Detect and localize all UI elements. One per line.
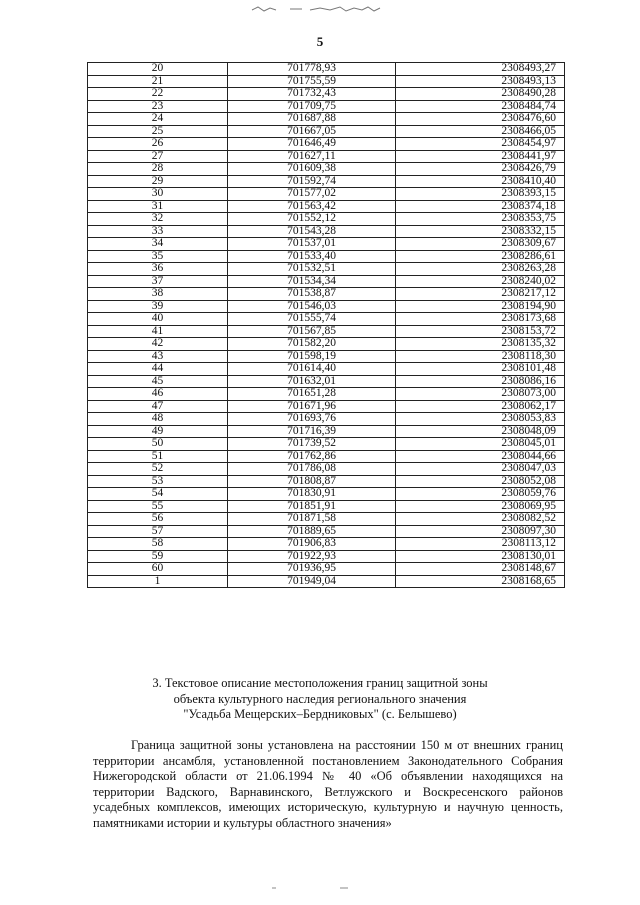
y-coordinate-cell: 2308286,61 xyxy=(396,250,565,263)
x-coordinate-cell: 701567,85 xyxy=(228,325,396,338)
point-number-cell: 60 xyxy=(88,563,228,576)
y-coordinate-cell: 2308410,40 xyxy=(396,175,565,188)
x-coordinate-cell: 701786,08 xyxy=(228,463,396,476)
table-row xyxy=(88,63,565,76)
x-coordinate-cell: 701532,51 xyxy=(228,263,396,276)
scan-artifact-top xyxy=(250,4,390,14)
point-number-cell: 41 xyxy=(88,325,228,338)
point-number-cell: 34 xyxy=(88,238,228,251)
table-row xyxy=(88,100,565,113)
point-number-cell: 37 xyxy=(88,275,228,288)
x-coordinate-cell: 701808,87 xyxy=(228,475,396,488)
x-coordinate-cell: 701534,34 xyxy=(228,275,396,288)
table-row xyxy=(88,188,565,201)
x-coordinate-cell: 701922,93 xyxy=(228,550,396,563)
body-paragraph: Граница защитной зоны установлена на расстоянии 150 м от внешних границ территории ансамбля, установленной постановлением Законодательного Собрания Нижегородской области от 21.06.1994 № 40 «Об объявлении находящихся на территории Вадского, Варнавинского, Ветлужского и Воскресенского районов усадебных комплексов, имеющих историческую, культурную и научную ценность, памятниками истории и культуры областного значения» xyxy=(93,738,563,830)
table-row xyxy=(88,350,565,363)
x-coordinate-cell: 701871,58 xyxy=(228,513,396,526)
x-coordinate-cell: 701543,28 xyxy=(228,225,396,238)
y-coordinate-cell: 2308194,90 xyxy=(396,300,565,313)
table-row xyxy=(88,363,565,376)
y-coordinate-cell: 2308086,16 xyxy=(396,375,565,388)
point-number-cell: 22 xyxy=(88,88,228,101)
table-row xyxy=(88,263,565,276)
table-row xyxy=(88,575,565,588)
point-number-cell: 45 xyxy=(88,375,228,388)
point-number-cell: 30 xyxy=(88,188,228,201)
x-coordinate-cell: 701614,40 xyxy=(228,363,396,376)
y-coordinate-cell: 2308101,48 xyxy=(396,363,565,376)
y-coordinate-cell: 2308053,83 xyxy=(396,413,565,426)
table-row xyxy=(88,475,565,488)
table-row xyxy=(88,425,565,438)
point-number-cell: 59 xyxy=(88,550,228,563)
point-number-cell: 57 xyxy=(88,525,228,538)
x-coordinate-cell: 701667,05 xyxy=(228,125,396,138)
table-row xyxy=(88,163,565,176)
x-coordinate-cell: 701851,91 xyxy=(228,500,396,513)
point-number-cell: 35 xyxy=(88,250,228,263)
table-row xyxy=(88,313,565,326)
y-coordinate-cell: 2308490,28 xyxy=(396,88,565,101)
table-row xyxy=(88,388,565,401)
y-coordinate-cell: 2308059,76 xyxy=(396,488,565,501)
y-coordinate-cell: 2308148,67 xyxy=(396,563,565,576)
section-heading-line: 3. Текстовое описание местоположения границ защитной зоны xyxy=(152,676,488,690)
scan-artifact-bottom xyxy=(270,885,360,891)
y-coordinate-cell: 2308441,97 xyxy=(396,150,565,163)
y-coordinate-cell: 2308052,08 xyxy=(396,475,565,488)
point-number-cell: 53 xyxy=(88,475,228,488)
x-coordinate-cell: 701732,43 xyxy=(228,88,396,101)
table-row xyxy=(88,550,565,563)
point-number-cell: 46 xyxy=(88,388,228,401)
section-heading xyxy=(100,676,540,723)
y-coordinate-cell: 2308493,13 xyxy=(396,75,565,88)
table-row xyxy=(88,275,565,288)
point-number-cell: 23 xyxy=(88,100,228,113)
point-number-cell: 24 xyxy=(88,113,228,126)
table-row xyxy=(88,88,565,101)
x-coordinate-cell: 701538,87 xyxy=(228,288,396,301)
x-coordinate-cell: 701609,38 xyxy=(228,163,396,176)
point-number-cell: 47 xyxy=(88,400,228,413)
point-number-cell: 49 xyxy=(88,425,228,438)
x-coordinate-cell: 701830,91 xyxy=(228,488,396,501)
x-coordinate-cell: 701755,59 xyxy=(228,75,396,88)
coordinates-table xyxy=(87,62,565,588)
point-number-cell: 48 xyxy=(88,413,228,426)
y-coordinate-cell: 2308113,12 xyxy=(396,538,565,551)
table-row xyxy=(88,150,565,163)
x-coordinate-cell: 701533,40 xyxy=(228,250,396,263)
y-coordinate-cell: 2308153,72 xyxy=(396,325,565,338)
x-coordinate-cell: 701552,12 xyxy=(228,213,396,226)
x-coordinate-cell: 701739,52 xyxy=(228,438,396,451)
point-number-cell: 32 xyxy=(88,213,228,226)
point-number-cell: 54 xyxy=(88,488,228,501)
x-coordinate-cell: 701949,04 xyxy=(228,575,396,588)
table-row xyxy=(88,225,565,238)
y-coordinate-cell: 2308118,30 xyxy=(396,350,565,363)
x-coordinate-cell: 701632,01 xyxy=(228,375,396,388)
y-coordinate-cell: 2308240,02 xyxy=(396,275,565,288)
point-number-cell: 43 xyxy=(88,350,228,363)
x-coordinate-cell: 701546,03 xyxy=(228,300,396,313)
point-number-cell: 26 xyxy=(88,138,228,151)
table-row xyxy=(88,200,565,213)
x-coordinate-cell: 701693,76 xyxy=(228,413,396,426)
table-row xyxy=(88,113,565,126)
y-coordinate-cell: 2308097,30 xyxy=(396,525,565,538)
point-number-cell: 36 xyxy=(88,263,228,276)
y-coordinate-cell: 2308173,68 xyxy=(396,313,565,326)
table-row xyxy=(88,175,565,188)
point-number-cell: 39 xyxy=(88,300,228,313)
table-row xyxy=(88,488,565,501)
table-row xyxy=(88,138,565,151)
x-coordinate-cell: 701671,96 xyxy=(228,400,396,413)
y-coordinate-cell: 2308426,79 xyxy=(396,163,565,176)
point-number-cell: 25 xyxy=(88,125,228,138)
y-coordinate-cell: 2308073,00 xyxy=(396,388,565,401)
y-coordinate-cell: 2308044,66 xyxy=(396,450,565,463)
point-number-cell: 51 xyxy=(88,450,228,463)
table-row xyxy=(88,288,565,301)
x-coordinate-cell: 701889,65 xyxy=(228,525,396,538)
x-coordinate-cell: 701906,83 xyxy=(228,538,396,551)
y-coordinate-cell: 2308353,75 xyxy=(396,213,565,226)
table-row xyxy=(88,538,565,551)
y-coordinate-cell: 2308332,15 xyxy=(396,225,565,238)
x-coordinate-cell: 701537,01 xyxy=(228,238,396,251)
table-row xyxy=(88,238,565,251)
table-row xyxy=(88,525,565,538)
point-number-cell: 40 xyxy=(88,313,228,326)
y-coordinate-cell: 2308047,03 xyxy=(396,463,565,476)
y-coordinate-cell: 2308082,52 xyxy=(396,513,565,526)
y-coordinate-cell: 2308045,01 xyxy=(396,438,565,451)
point-number-cell: 20 xyxy=(88,63,228,76)
y-coordinate-cell: 2308374,18 xyxy=(396,200,565,213)
x-coordinate-cell: 701651,28 xyxy=(228,388,396,401)
table-row xyxy=(88,438,565,451)
page-number: 5 xyxy=(316,34,324,49)
table-row xyxy=(88,250,565,263)
y-coordinate-cell: 2308466,05 xyxy=(396,125,565,138)
x-coordinate-cell: 701716,39 xyxy=(228,425,396,438)
x-coordinate-cell: 701582,20 xyxy=(228,338,396,351)
point-number-cell: 27 xyxy=(88,150,228,163)
point-number-cell: 29 xyxy=(88,175,228,188)
point-number-cell: 31 xyxy=(88,200,228,213)
y-coordinate-cell: 2308048,09 xyxy=(396,425,565,438)
table-row xyxy=(88,500,565,513)
x-coordinate-cell: 701598,19 xyxy=(228,350,396,363)
y-coordinate-cell: 2308062,17 xyxy=(396,400,565,413)
section-heading-line: "Усадьба Мещерских–Бердниковых" (с. Белышево) xyxy=(183,707,457,721)
table-row xyxy=(88,563,565,576)
y-coordinate-cell: 2308135,32 xyxy=(396,338,565,351)
x-coordinate-cell: 701592,74 xyxy=(228,175,396,188)
y-coordinate-cell: 2308130,01 xyxy=(396,550,565,563)
section-heading-line: объекта культурного наследия регионального значения xyxy=(173,691,467,706)
x-coordinate-cell: 701709,75 xyxy=(228,100,396,113)
point-number-cell: 56 xyxy=(88,513,228,526)
table-row xyxy=(88,300,565,313)
table-row xyxy=(88,125,565,138)
y-coordinate-cell: 2308493,27 xyxy=(396,63,565,76)
x-coordinate-cell: 701687,88 xyxy=(228,113,396,126)
x-coordinate-cell: 701563,42 xyxy=(228,200,396,213)
point-number-cell: 55 xyxy=(88,500,228,513)
point-number-cell: 58 xyxy=(88,538,228,551)
x-coordinate-cell: 701762,86 xyxy=(228,450,396,463)
table-row xyxy=(88,338,565,351)
point-number-cell: 44 xyxy=(88,363,228,376)
point-number-cell: 21 xyxy=(88,75,228,88)
x-coordinate-cell: 701555,74 xyxy=(228,313,396,326)
table-row xyxy=(88,413,565,426)
y-coordinate-cell: 2308484,74 xyxy=(396,100,565,113)
y-coordinate-cell: 2308454,97 xyxy=(396,138,565,151)
y-coordinate-cell: 2308476,60 xyxy=(396,113,565,126)
y-coordinate-cell: 2308217,12 xyxy=(396,288,565,301)
y-coordinate-cell: 2308168,65 xyxy=(396,575,565,588)
x-coordinate-cell: 701577,02 xyxy=(228,188,396,201)
point-number-cell: 33 xyxy=(88,225,228,238)
point-number-cell: 42 xyxy=(88,338,228,351)
x-coordinate-cell: 701646,49 xyxy=(228,138,396,151)
table-row xyxy=(88,400,565,413)
table-row xyxy=(88,463,565,476)
y-coordinate-cell: 2308263,28 xyxy=(396,263,565,276)
table-row xyxy=(88,325,565,338)
x-coordinate-cell: 701627,11 xyxy=(228,150,396,163)
point-number-cell: 52 xyxy=(88,463,228,476)
table-row xyxy=(88,75,565,88)
point-number-cell: 28 xyxy=(88,163,228,176)
table-row xyxy=(88,450,565,463)
y-coordinate-cell: 2308069,95 xyxy=(396,500,565,513)
point-number-cell: 38 xyxy=(88,288,228,301)
point-number-cell: 50 xyxy=(88,438,228,451)
table-row xyxy=(88,213,565,226)
x-coordinate-cell: 701778,93 xyxy=(228,63,396,76)
point-number-cell: 1 xyxy=(88,575,228,588)
table-row xyxy=(88,375,565,388)
table-row xyxy=(88,513,565,526)
y-coordinate-cell: 2308309,67 xyxy=(396,238,565,251)
y-coordinate-cell: 2308393,15 xyxy=(396,188,565,201)
x-coordinate-cell: 701936,95 xyxy=(228,563,396,576)
